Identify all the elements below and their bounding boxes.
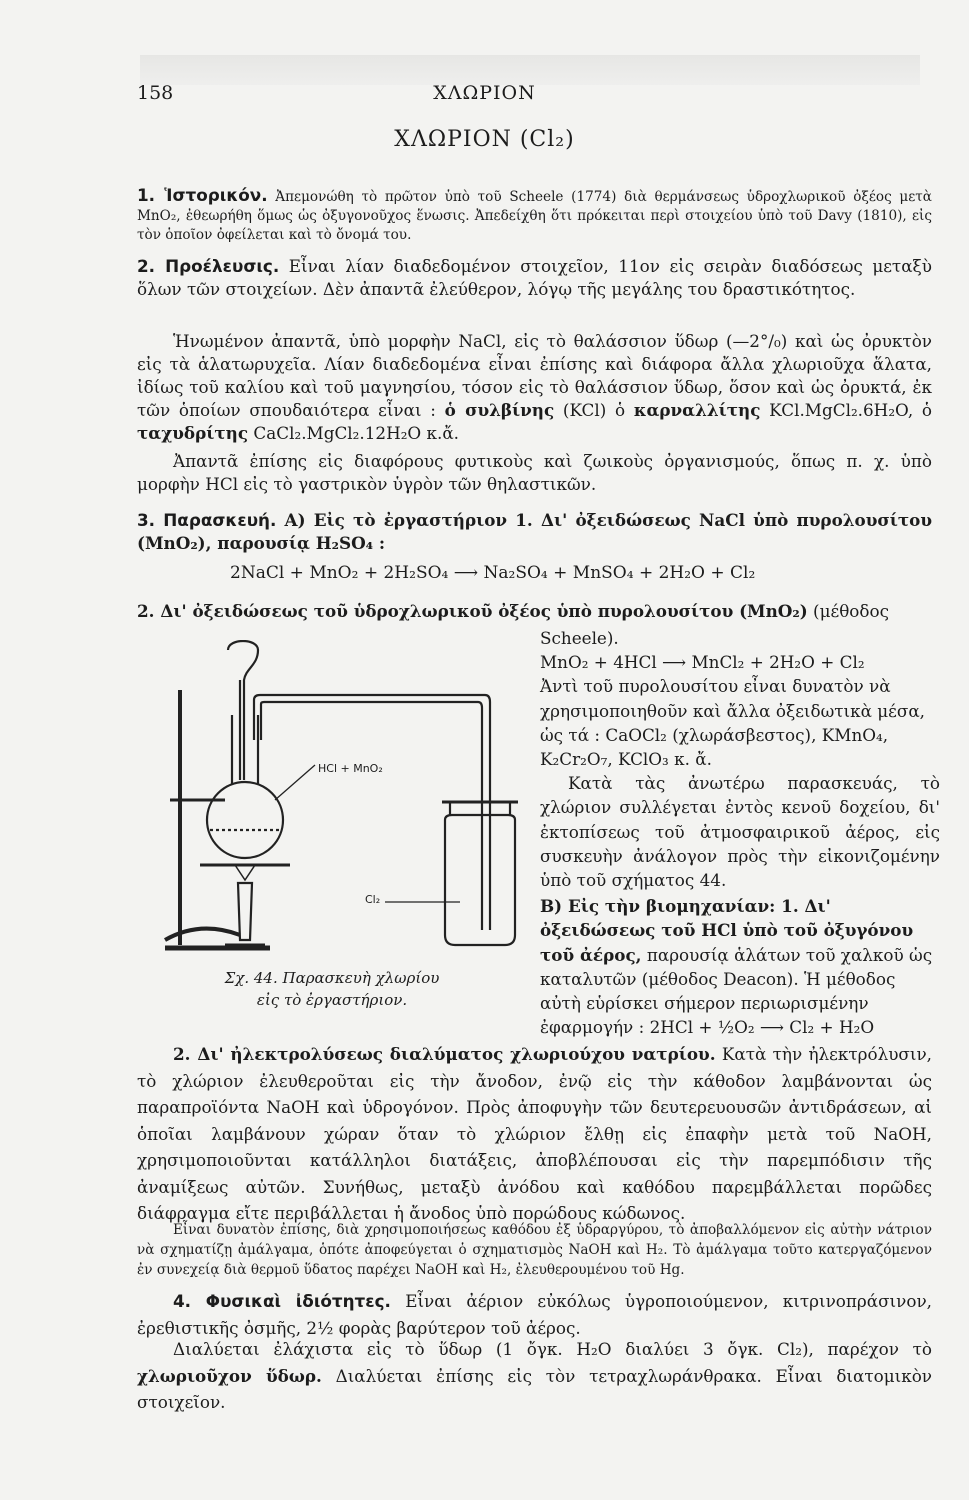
page-title: ΧΛΩΡΙΟΝ (Cl₂)	[394, 127, 575, 152]
term: ὁ συλβίνης	[444, 400, 555, 420]
term: καρναλλίτης	[633, 400, 761, 420]
collecting-jar	[450, 802, 510, 815]
bunsen-burner	[238, 883, 252, 940]
paragraph: Εἶναι λίαν διαδεδομένον στοιχεῖον, 11ον εἰς σειρὰν διαδόσεως μεταξὺ ὅλων τῶν στοιχείων. Δὲν ἀπαντᾶ ἐλεύθερον, λόγῳ τῆς μεγάλης του δραστικότητος.	[137, 256, 932, 299]
bleed-through	[140, 55, 920, 85]
term: ταχυδρίτης	[137, 423, 249, 443]
text: 2. Δι' ὀξειδώσεως τοῦ ὑδροχλωρικοῦ ὀξέος ὑπὸ πυρολουσίτου (MnO₂)	[137, 601, 808, 621]
footnote-paragraph: Εἶναι δυνατὸν ἐπίσης, διὰ χρησιμοποιήσεως καθόδου ἐξ ὑδραργύρου, τὸ ἀποβαλλόμενον εἰς αὐτὴν νάτριον νὰ σχηματίζῃ ἀμάλγαμα, ὁπότε ἀποφεύγεται ὁ σχηματισμὸς NaOH καὶ H₂. Τὸ ἀμάλγαμα τοῦτο κατεργαζόμενον ἐν συνεχείᾳ διὰ θερμοῦ ὕδατος παρέχει NaOH καὶ H₂, ἐλευθερουμένου τοῦ Hg.	[137, 1222, 932, 1278]
subheading: Α) Εἰς τὸ ἐργαστήριον 1. Δι' ὀξειδώσεως NaCl ὑπὸ πυρολουσίτου (MnO₂), παρουσίᾳ H₂SO₄ :	[137, 510, 933, 553]
text: (μέθοδος	[807, 601, 890, 621]
text: (KCl) ὁ	[554, 400, 634, 420]
apparatus-figure	[160, 640, 530, 960]
paragraph: Ἀπεμονώθη τὸ πρῶτον ὑπὸ τοῦ Scheele (1774) διὰ θερμάνσεως ὑδροχλωρικοῦ ὀξέος μετὰ MnO₂, ἐθεωρήθη ὅμως ὡς ὀξυγονοῦχος ἕνωσις. Ἀπεδείχθη ὅτι πρόκειται περὶ στοιχείου ὑπὸ τοῦ Davy (1810), εἰς τὸν ὁποῖον ὀφείλεται καὶ τὸ ὄνομά του.	[137, 189, 932, 243]
text: παρουσίᾳ ἁλάτων τοῦ χαλκοῦ ὡς καταλυτῶν (μέθοδος Deacon). Ἡ μέθοδος αὐτὴ εὑρίσκει σήμερον περιωρισμένην ἐφαρμογήν : 2HCl + ½O₂ ⟶ Cl₂ + H₂O	[540, 944, 933, 1038]
electrolysis-paragraph	[137, 1041, 932, 1227]
label-hcl-mno2: HCl + MnO₂	[318, 762, 383, 775]
text: KCl.MgCl₂.6H₂O, ὁ	[760, 400, 932, 420]
right-column	[540, 626, 940, 1039]
section-physical	[137, 1288, 932, 1341]
equation: MnO₂ + 4HCl ⟶ MnCl₂ + 2H₂O + Cl₂	[540, 652, 865, 673]
section-heading: 4. Φυσικαὶ ἰδιότητες.	[173, 1291, 391, 1311]
text: Ἡνωμένον ἀπαντᾶ, ὑπὸ μορφὴν NaCl, εἰς τὸ θαλάσσιον ὕδωρ (—2°/₀) καὶ ὡς ὀρυκτὸν εἰς τὰ ἁλατωρυχεῖα. Λίαν διαδεδομένα εἶναι ἐπίσης καὶ διάφορα ἄλλα χλωριοῦχα ἅλατα, ἰδίως τοῦ καλίου καὶ τοῦ μαγνησίου, τόσον εἰς τὸ θαλάσσιον ὕδωρ, ὅσον καὶ ὡς ὀρυκτά, ἐκ τῶν ὁποίων σπουδαιότερα εἶναι :	[137, 331, 932, 420]
page-number: 158	[137, 82, 174, 104]
text: CaCl₂.MgCl₂.12H₂O κ.ἄ.	[248, 423, 460, 443]
paragraph-occurrence	[137, 330, 932, 445]
caption-line: εἰς τὸ ἐργαστήριον.	[256, 991, 408, 1009]
running-head: ΧΛΩΡΙΟΝ	[433, 82, 536, 104]
method-2	[137, 600, 932, 623]
text: Διαλύεται ἐλάχιστα εἰς τὸ ὕδωρ (1 ὄγκ. H₂O διαλύει 3 ὄγκ. Cl₂), παρέχον τὸ	[173, 1339, 932, 1359]
paragraph: Κατὰ τὰς ἀνωτέρω παρασκευάς, τὸ χλώριον συλλέγεται ἐντὸς κενοῦ δοχείου, δι' ἐκτοπίσεως τοῦ ἀτμοσφαιρικοῦ ἀέρος, εἰς συσκευὴν ἀνάλογον πρὸς τὴν εἰκονιζομένην ὑπὸ τοῦ σχήματος 44.	[540, 773, 940, 891]
term: χλωριοῦχον ὕδωρ.	[137, 1365, 322, 1386]
text: 2. Δι' ἠλεκτρολύσεως διαλύματος χλωριούχου νατρίου.	[173, 1044, 716, 1064]
equation: 2NaCl + MnO₂ + 2H₂SO₄ ⟶ Na₂SO₄ + MnSO₄ + 2H₂O + Cl₂	[230, 563, 756, 583]
round-flask	[207, 782, 283, 858]
section-heading: 3. Παρασκευή.	[137, 510, 277, 530]
text: Β) Εἰς τὴν βιομηχανίαν: 1. Δι' ὀξειδώσεως τοῦ HCl ὑπὸ τοῦ ὀξυγόνου τοῦ ἀέρος,	[540, 896, 914, 965]
text: Διαλύεται ἐπίσης εἰς τὸν τετραχλωράνθρακα. Εἶναι διατομικὸν στοιχεῖον.	[137, 1365, 932, 1412]
section-preparation	[137, 509, 932, 555]
paragraph: Ἀπαντᾶ ἐπίσης εἰς διαφόρους φυτικοὺς καὶ ζωικοὺς ὀργανισμούς, ὅπως π. χ. ὑπὸ μορφὴν HCl εἰς τὸ γαστρικὸν ὑγρὸν τῶν θηλαστικῶν.	[137, 451, 932, 494]
text: Scheele).	[540, 628, 619, 648]
paragraph	[540, 894, 940, 1039]
section-origin	[137, 255, 932, 301]
label-cl2: Cl₂	[365, 893, 381, 906]
text: Εἶναι ἀέριον εὐκόλως ὑγροποιούμενον, κιτρινοπράσινον, ἐρεθιστικῆς ὀσμῆς, 2½ φορὰς βαρύτερον τοῦ ἀέρος.	[137, 1291, 932, 1338]
section-heading: 2. Προέλευσις.	[137, 256, 280, 276]
caption-line: Σχ. 44. Παρασκευὴ χλωρίου	[224, 969, 440, 987]
section-history	[137, 184, 932, 245]
paragraph-solubility	[137, 1336, 932, 1416]
section-heading: 1. Ἱστορικόν.	[137, 185, 268, 205]
figure-caption	[212, 967, 452, 1011]
text: Κατὰ τὴν ἠλεκτρόλυσιν, τὸ χλώριον ἐλευθεροῦται εἰς τὴν ἄνοδον, ἐνῷ εἰς τὴν κάθοδον λαμβάνονται ὡς παραπροϊόντα NaOH καὶ ὑδρογόνον. Πρὸς ἀποφυγὴν τῶν δευτερευουσῶν ἀντιδράσεων, αἱ ὁποῖαι λαμβάνουν χώραν ὅταν τὸ χλώριον ἔλθῃ εἰς ἐπαφὴν μετὰ τοῦ NaOH, χρησιμοποιοῦνται κατάλληλοι διατάξεις, ἀποβλέπουσαι εἰς τὴν παρεμπόδισιν τῆς ἀναμίξεως αὐτῶν. Συνήθως, μεταξὺ ἀνόδου καὶ καθόδου παρεμβάλλεται πορῶδες διάφραγμα εἴτε περιβάλλεται ἡ ἄνοδος ὑπὸ πορώδους κώδωνος.	[137, 1044, 932, 1223]
paragraph: Ἀντὶ τοῦ πυρολουσίτου εἶναι δυνατὸν νὰ χρησιμοποιηθοῦν καὶ ἄλλα ὀξειδωτικὰ μέσα, ὡς τά : CaOCl₂ (χλωράσβεστος), KMnO₄, K₂Cr₂O₇, KClO₃ κ. ἄ.	[540, 676, 925, 770]
